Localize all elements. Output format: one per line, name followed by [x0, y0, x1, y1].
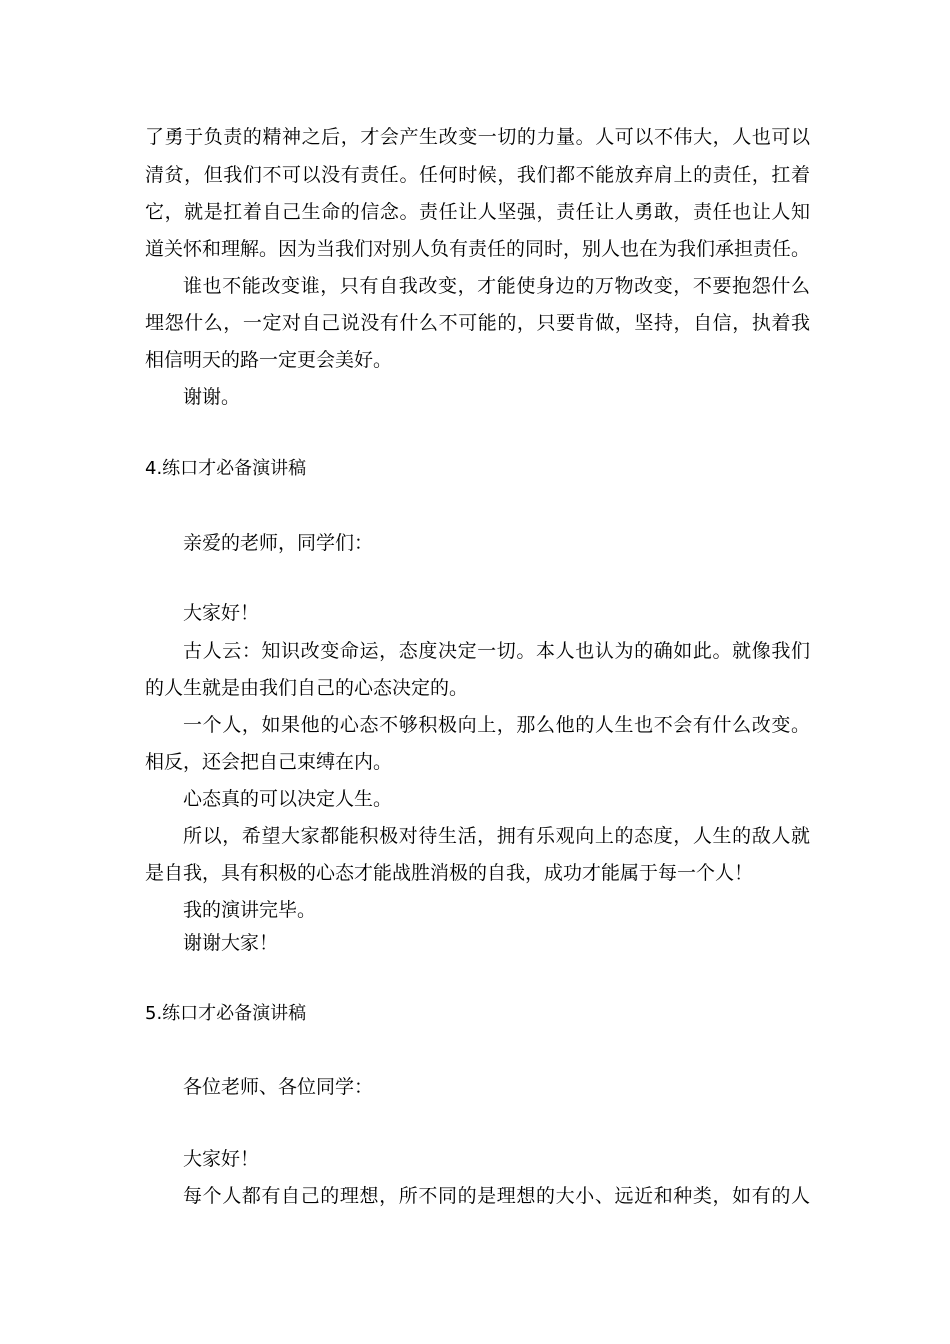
- greeting: 大家好！: [183, 602, 260, 624]
- paragraph-line: 是自我，具有积极的心态才能战胜消极的自我，成功才能属于每一个人！: [145, 862, 754, 884]
- paragraph-line: 道关怀和理解。因为当我们对别人负有责任的同时，别人也在为我们承担责任。: [145, 238, 810, 260]
- paragraph-line: 的人生就是由我们自己的心态决定的。: [145, 677, 469, 699]
- paragraph-line: 古人云：知识改变命运，态度决定一切。本人也认为的确如此。就像我们: [183, 640, 810, 662]
- section-heading: 5.练口才必备演讲稿: [145, 1003, 307, 1024]
- salutation: 亲爱的老师，同学们：: [183, 532, 374, 554]
- closing-text: 我的演讲完毕。: [183, 899, 317, 921]
- closing-text: 谢谢大家！: [183, 932, 279, 954]
- paragraph-line: 谁也不能改变谁，只有自我改变，才能使身边的万物改变，不要抱怨什么: [183, 275, 810, 297]
- paragraph-line: 它，就是扛着自己生命的信念。责任让人坚强，责任让人勇敢，责任也让人知: [145, 201, 810, 223]
- greeting: 大家好！: [183, 1148, 260, 1170]
- salutation: 各位老师、各位同学：: [183, 1076, 374, 1098]
- closing-text: 谢谢。: [183, 386, 241, 408]
- paragraph-line: 所以，希望大家都能积极对待生活，拥有乐观向上的态度，人生的敌人就: [183, 825, 810, 847]
- section-heading: 4.练口才必备演讲稿: [145, 458, 307, 479]
- paragraph-line: 每个人都有自己的理想，所不同的是理想的大小、远近和种类，如有的人: [183, 1185, 810, 1207]
- paragraph-line: 埋怨什么，一定对自己说没有什么不可能的，只要肯做，坚持，自信，执着我: [145, 312, 810, 334]
- paragraph-line: 相反，还会把自己束缚在内。: [145, 751, 393, 773]
- paragraph-line: 一个人，如果他的心态不够积极向上，那么他的人生也不会有什么改变。: [183, 714, 810, 736]
- paragraph-line: 了勇于负责的精神之后，才会产生改变一切的力量。人可以不伟大，人也可以: [145, 126, 810, 148]
- paragraph-line: 清贫，但我们不可以没有责任。任何时候，我们都不能放弃肩上的责任，扛着: [145, 164, 810, 186]
- paragraph-line: 相信明天的路一定更会美好。: [145, 349, 393, 371]
- paragraph-line: 心态真的可以决定人生。: [183, 788, 393, 810]
